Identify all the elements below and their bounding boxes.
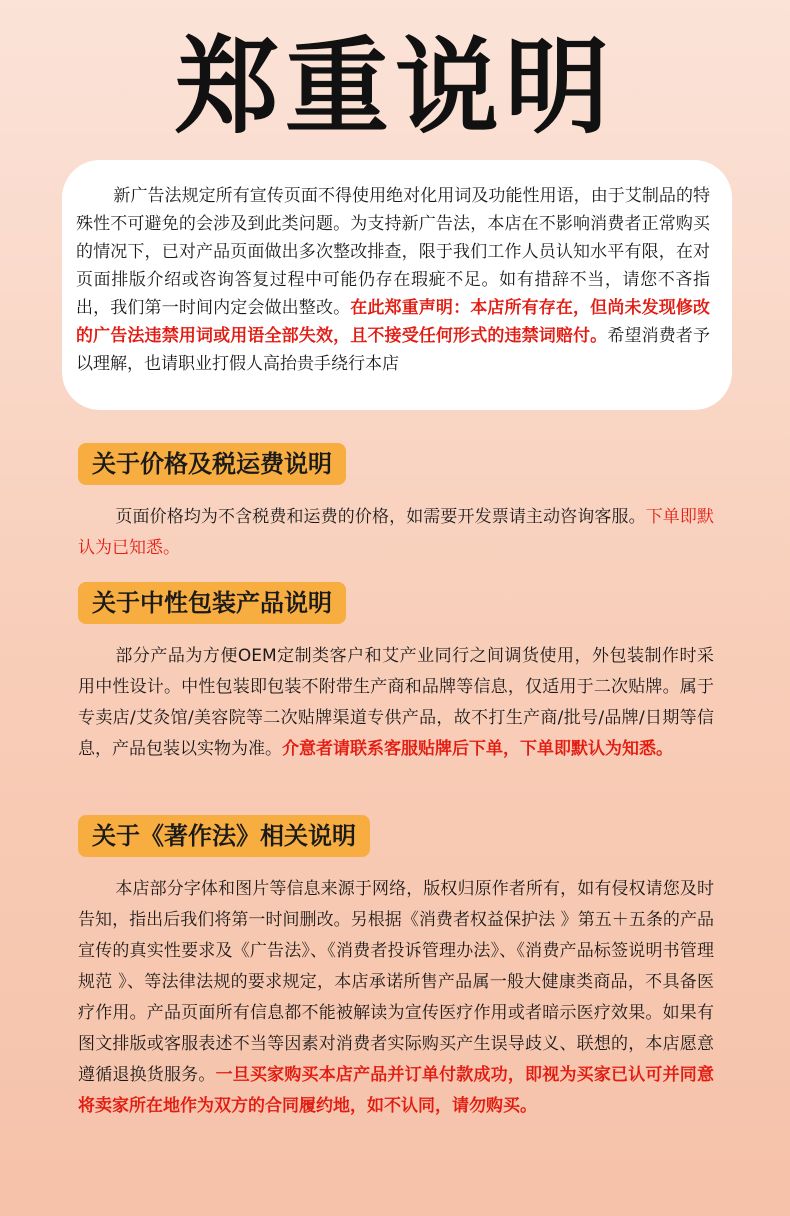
section-paragraph [78,641,714,765]
section-heading-copyright: 关于《著作法》相关说明 [78,815,370,857]
section-body-copyright [78,874,714,1122]
notice-highlight: 在此郑重声明：本店所有存在，但尚未发现修改的广告法违禁用词或用语全部失效，且不接受任何形式的违禁词赔付。 [76,298,711,346]
section-highlight: 介意者请联系客服贴牌后下单，下单即默认为知悉。 [282,739,673,759]
section-heading-packaging: 关于中性包装产品说明 [78,582,346,624]
page-title: 郑重说明 [174,26,615,148]
section-body-packaging [78,641,714,765]
section-paragraph [78,874,714,1122]
section-paragraph [78,502,714,564]
notice-text: 新广告法规定所有宣传页面不得使用绝对化用词及功能性用语，由于艾制品的特殊性不可避免的会涉及到此类问题。为支持新广告法，本店在不影响消费者正常购买的情况下，已对产品页面做出多次整改排查，限于我们工作人员认知水平有限，在对页面排版介绍或咨询答复过程中可能仍存在瑕疵不足。如有措辞不当，请您不吝指出，我们第一时间内定会做出整改。 [76,186,710,318]
notice-tail: 希望消费者予以理解，也请职业打假人高抬贵手绕行本店 [76,326,711,374]
section-text: 页面价格均为不含税费和运费的价格，如需要开发票请主动咨询客服。 [115,507,646,527]
section-heading-price: 关于价格及税运费说明 [78,443,346,485]
section-highlight: 下单即默认为已知悉。 [78,507,715,558]
section-highlight: 一旦买家购买本店产品并订单付款成功，即视为买家已认可并同意将卖家所在地作为双方的合同履约地，如不认同，请勿购买。 [78,1065,715,1116]
section-text: 部分产品为方便OEM定制类客户和艾产业同行之间调货使用，外包装制作时采用中性设计。中性包装即包装不附带生产商和品牌等信息，仅适用于二次贴牌。属于专卖店/艾灸馆/美容院等二次贴牌渠道专供产品，故不打生产商/批号/品牌/日期等信息，产品包装以实物为准。 [78,646,714,759]
notice-card [62,160,732,410]
notice-paragraph [76,182,710,378]
section-body-price [78,502,714,564]
section-text: 本店部分字体和图片等信息来源于网络，版权归原作者所有，如有侵权请您及时告知，指出后我们将第一时间删改。另根据《消费者权益保护法 》第五＋五条的产品宣传的真实性要求及《广告法》、《消费者投诉管理办法》、《消费产品标签说明书管理规范 》、等法律法规的要求规定，本店承诺所售产品属一般大健康类商品，不具备医疗作用。产品页面所有信息都不能被解读为宣传医疗作用或者暗示医疗效果。如果有图文排版或客服表述不当等因素对消费者实际购买产生误导歧义、联想的，本店愿意遵循退换货服务。 [78,879,714,1085]
